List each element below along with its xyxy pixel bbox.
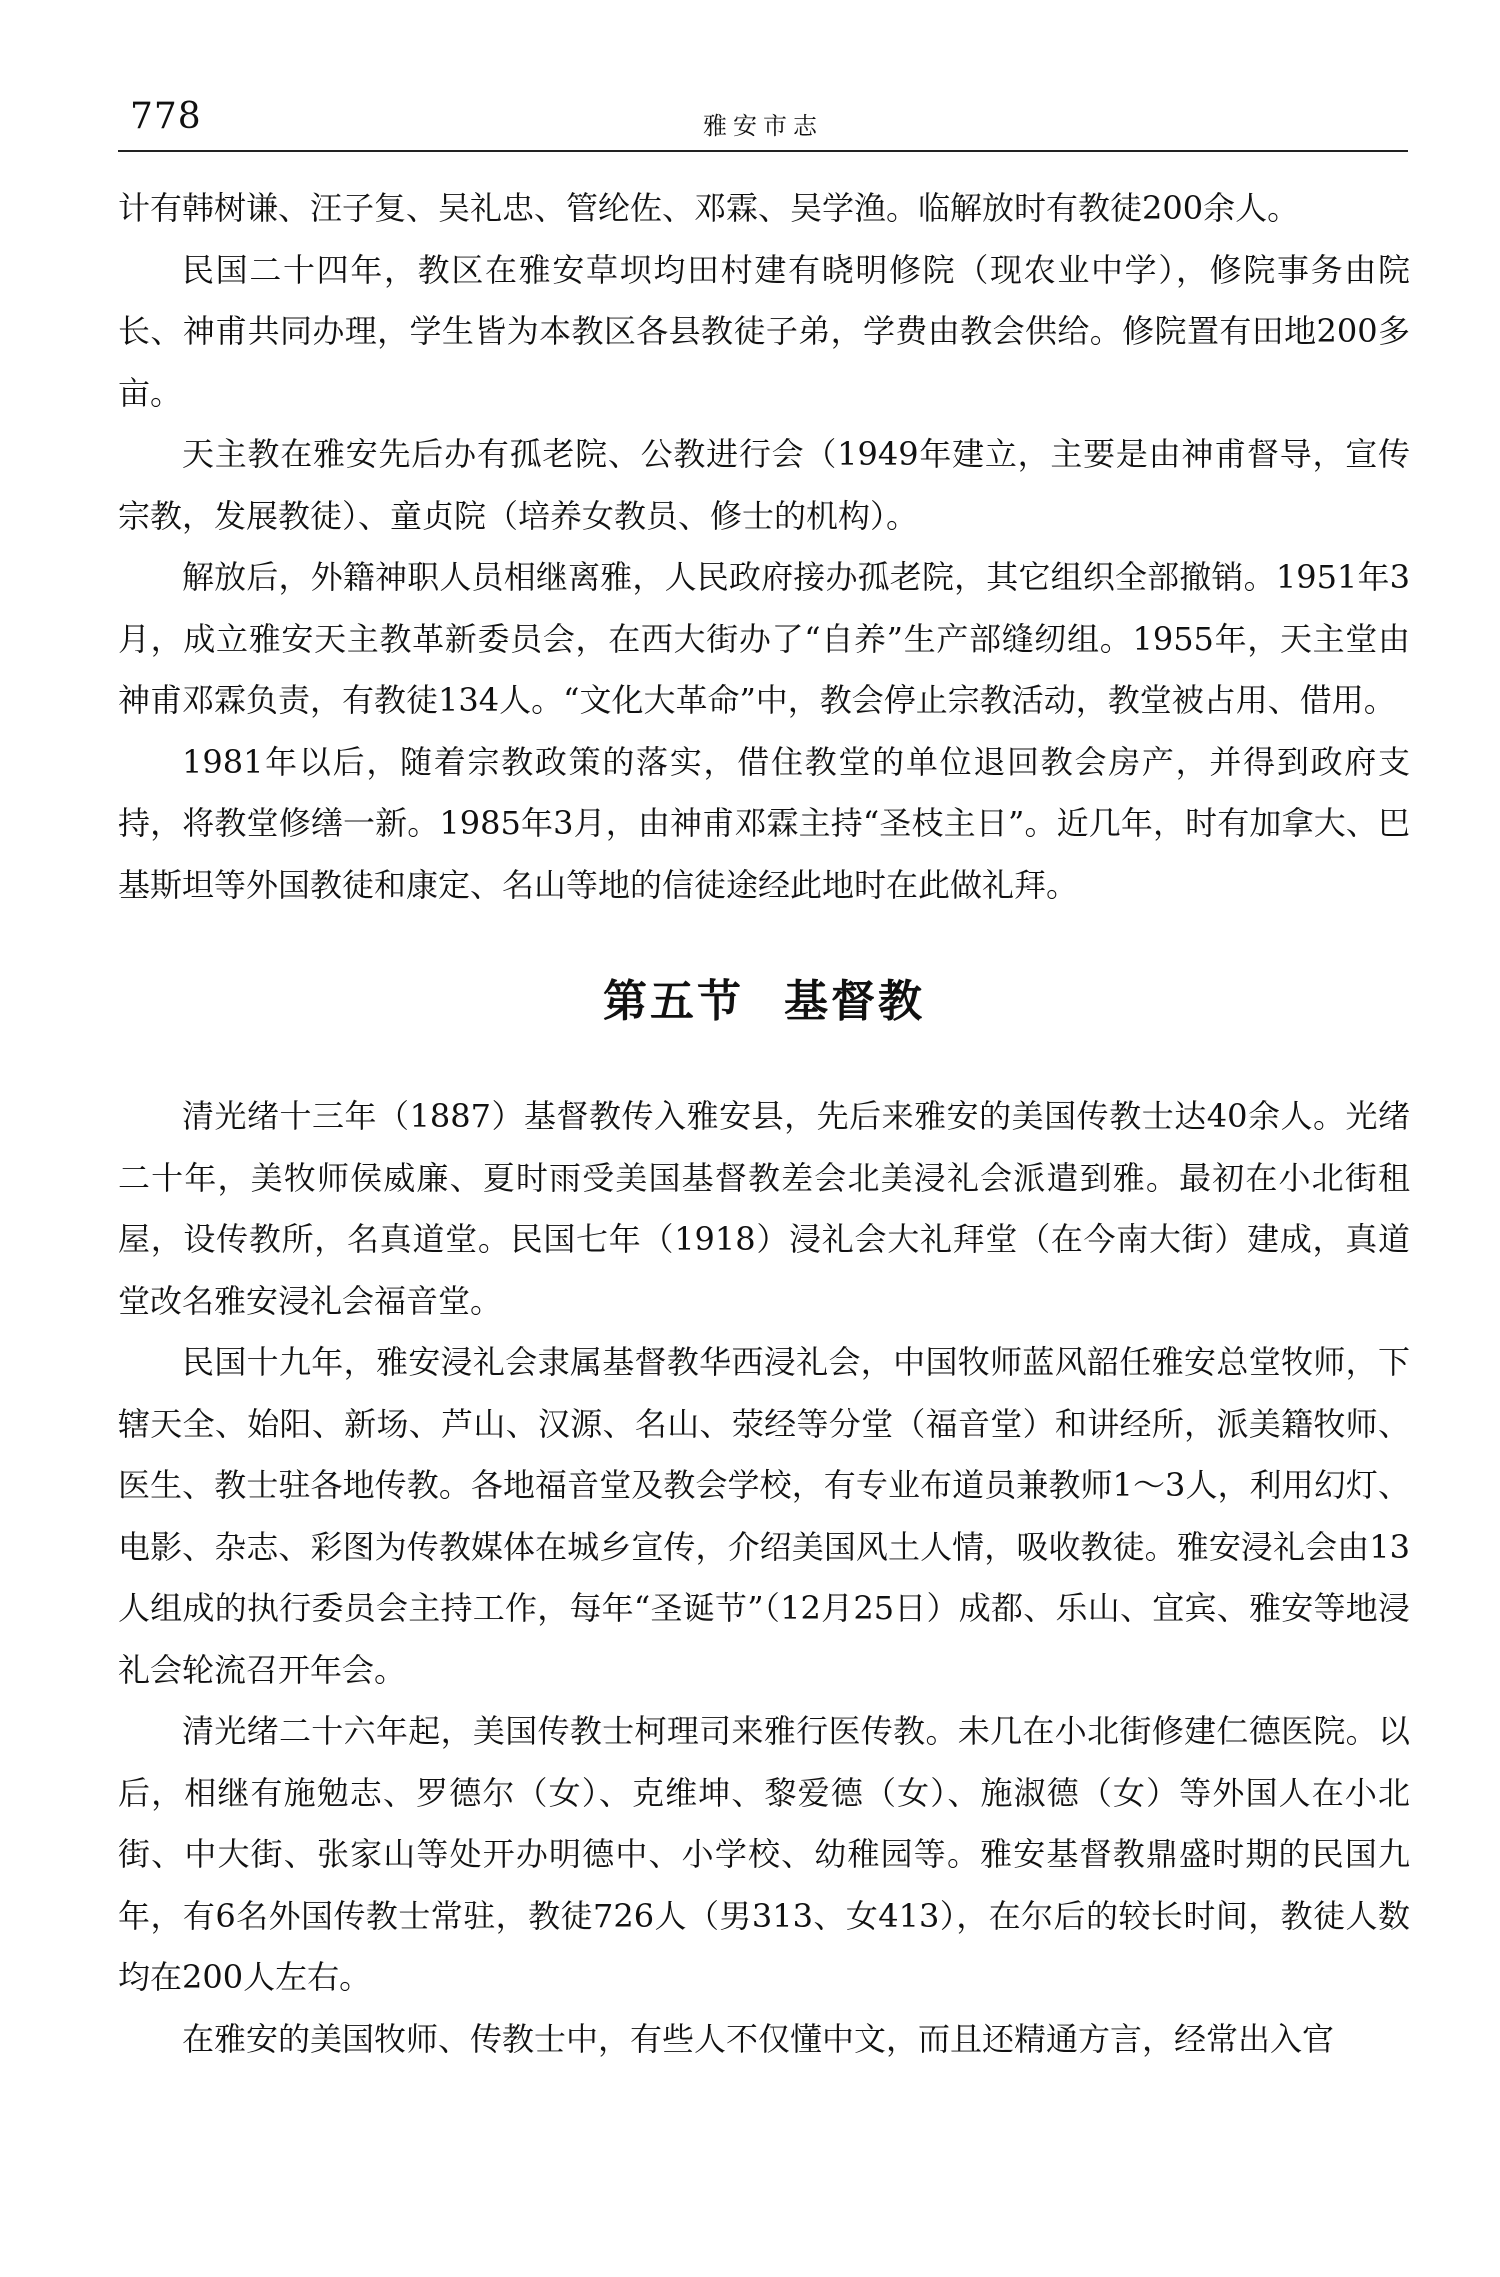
paragraph: 清光绪二十六年起，美国传教士柯理司来雅行医传教。未几在小北街修建仁德医院。以后，相继有施勉志、罗德尔（女）、克维坤、黎爱德（女）、施淑德（女）等外国人在小北街、中大街、张家山等处开办明德中、小学校、幼稚园等。雅安基督教鼎盛时期的民国九年，有6名外国传教士常驻，教徒726人（男313、女413），在尔后的较长时间，教徒人数均在200人左右。 xyxy=(118,1712,1410,1996)
page-number: 778 xyxy=(130,96,202,137)
paragraph: 在雅安的美国牧师、传教士中，有些人不仅懂中文，而且还精通方言，经常出入官 xyxy=(182,2019,1335,2058)
running-title: 雅安市志 xyxy=(703,112,823,140)
paragraph: 1981年以后，随着宗教政策的落实，借住教堂的单位退回教会房产，并得到政府支持，将教堂修缮一新。1985年3月，由神甫邓霖主持“圣枝主日”。近几年，时有加拿大、巴基斯坦等外国教徒和康定、名山等地的信徒途经此地时在此做礼拜。 xyxy=(118,742,1410,904)
section-number: 第五节 xyxy=(603,976,744,1027)
header-rule xyxy=(118,150,1408,152)
page-header xyxy=(118,96,1408,148)
section-heading xyxy=(118,972,1410,1032)
paragraph: 天主教在雅安先后办有孤老院、公教进行会（1949年建立，主要是由神甫督导，宣传宗教，发展教徒）、童贞院（培养女教员、修士的机构）。 xyxy=(118,435,1410,535)
body-text xyxy=(118,178,1410,2070)
paragraph: 民国二十四年，教区在雅安草坝均田村建有晓明修院（现农业中学），修院事务由院长、神甫共同办理，学生皆为本教区各县教徒子弟，学费由教会供给。修院置有田地200多亩。 xyxy=(118,250,1410,412)
paragraph: 计有韩树谦、汪子复、吴礼忠、管纶佐、邓霖、吴学渔。临解放时有教徒200余人。 xyxy=(118,189,1300,227)
paragraph: 解放后，外籍神职人员相继离雅，人民政府接办孤老院，其它组织全部撤销。1951年3月，成立雅安天主教革新委员会，在西大街办了“自养”生产部缝纫组。1955年，天主堂由神甫邓霖负责，有教徒134人。“文化大革命”中，教会停止宗教活动，教堂被占用、借用。 xyxy=(118,558,1410,719)
paragraph: 清光绪十三年（1887）基督教传入雅安县，先后来雅安的美国传教士达40余人。光绪二十年，美牧师侯威廉、夏时雨受美国基督教差会北美浸礼会派遣到雅。最初在小北街租屋，设传教所，名真道堂。民国七年（1918）浸礼会大礼拜堂（在今南大街）建成，真道堂改名雅安浸礼会福音堂。 xyxy=(118,1097,1410,1320)
section-title: 基督教 xyxy=(784,976,925,1027)
paragraph: 民国十九年，雅安浸礼会隶属基督教华西浸礼会，中国牧师蓝风韶任雅安总堂牧师，下辖天全、始阳、新场、芦山、汉源、名山、荥经等分堂（福音堂）和讲经所，派美籍牧师、医生、教士驻各地传教。各地福音堂及教会学校，有专业布道员兼教师1～3人，利用幻灯、电影、杂志、彩图为传教媒体在城乡宣传，介绍美国风土人情，吸收教徒。雅安浸礼会由13人组成的执行委员会主持工作，每年“圣诞节”（12月25日）成都、乐山、宜宾、雅安等地浸礼会轮流召开年会。 xyxy=(118,1343,1410,1689)
